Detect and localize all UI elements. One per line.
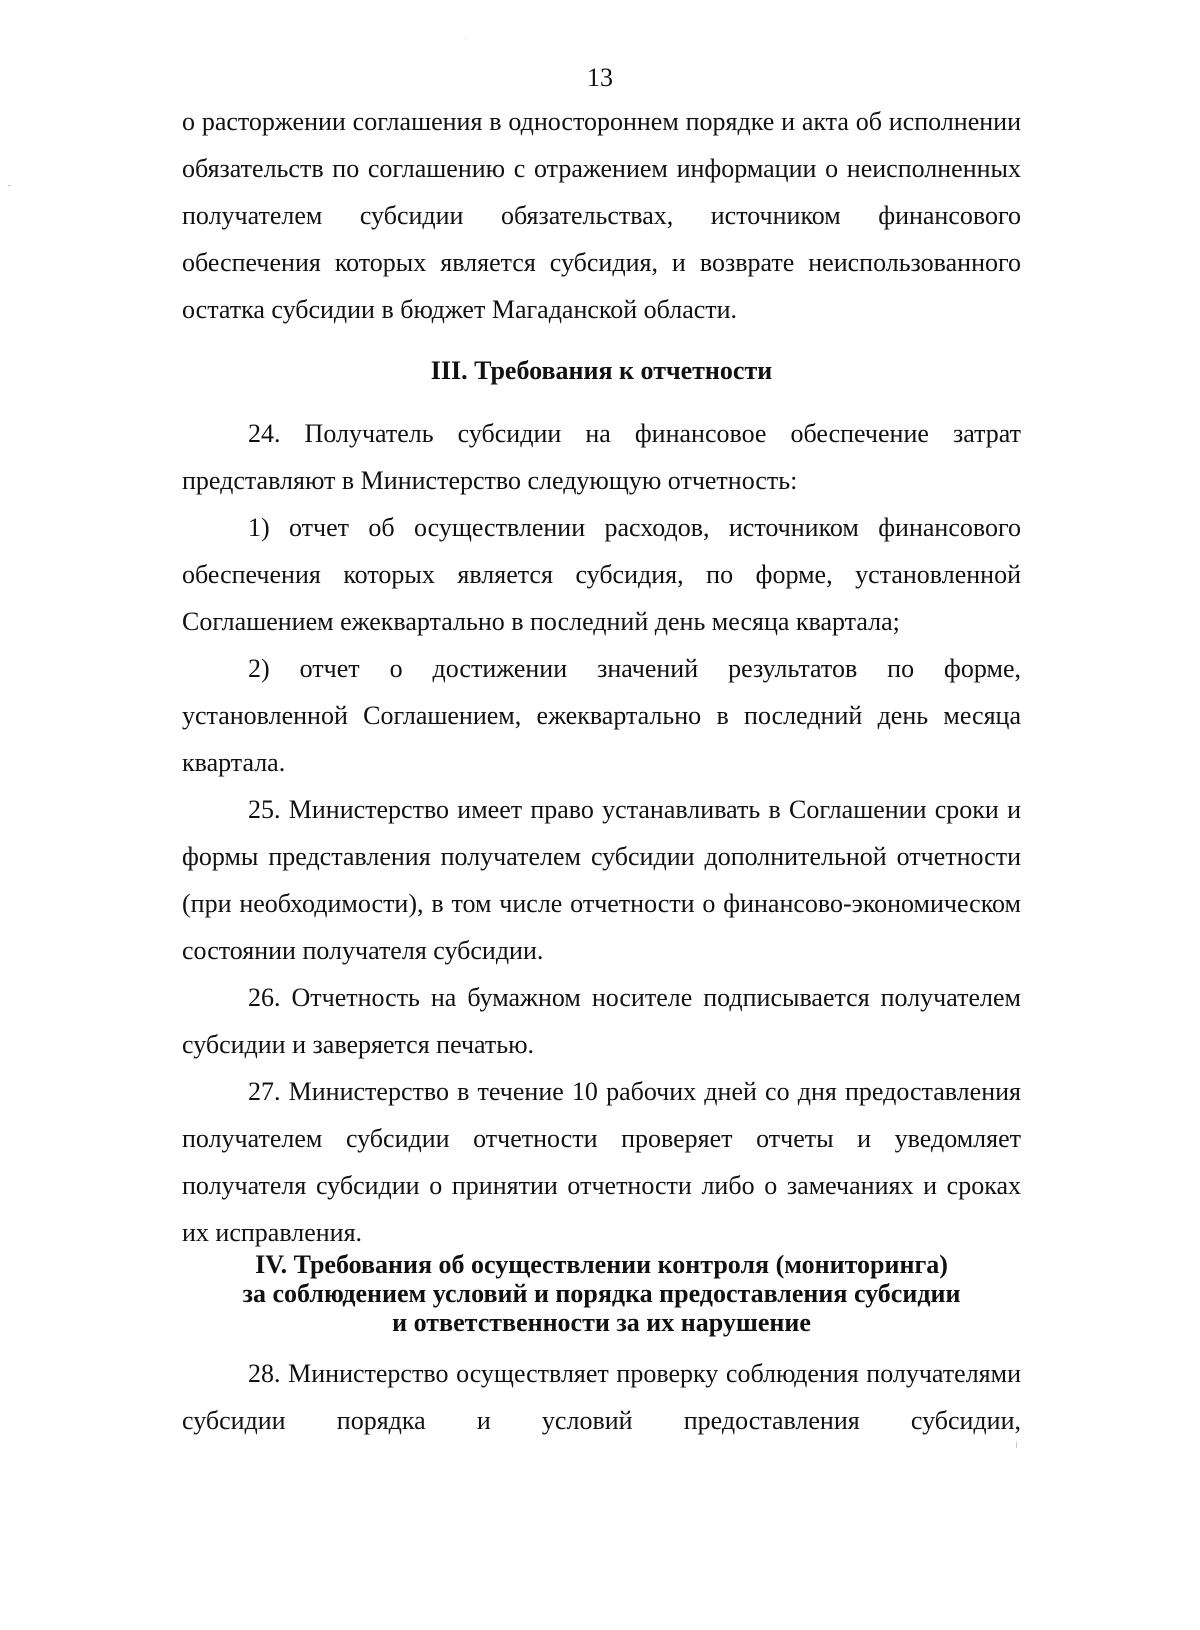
section-4-title-line-3: и ответственности за их нарушение bbox=[392, 1308, 811, 1337]
continuation-block bbox=[182, 98, 1021, 333]
paragraph-27: 27. Министерство в течение 10 рабочих дней со дня предоставления получателем субсидии отчетности проверяет отчеты и уведомляет получателя субсидии о принятии отчетности либо о замечаниях и сроках их исправления. bbox=[182, 1077, 1021, 1247]
section-4-body bbox=[182, 1350, 1021, 1444]
scan-speck bbox=[466, 38, 467, 39]
paragraph-24-item-2: 2) отчет о достижении значений результатов по форме, установленной Соглашением, ежеквартально в последний день месяца квартала. bbox=[182, 654, 1021, 777]
scan-speck bbox=[1016, 1442, 1017, 1448]
page-number: 13 bbox=[587, 63, 613, 92]
section-4-title bbox=[182, 1250, 1021, 1337]
paragraph-25: 25. Министерство имеет право устанавливать в Соглашении сроки и формы представления получателем субсидии дополнительной отчетности (при необходимости), в том числе отчетности о финансово-экономическом состоянии получателя субсидии. bbox=[182, 795, 1021, 965]
scan-speck bbox=[8, 185, 11, 186]
paragraph-28: 28. Министерство осуществляет проверку соблюдения получателями субсидии порядка и условий предоставления субсидии, bbox=[182, 1359, 1021, 1435]
paragraph-24-item-1: 1) отчет об осуществлении расходов, источником финансового обеспечения которых является субсидия, по форме, установленной Соглашением ежеквартально в последний день месяца квартала; bbox=[182, 513, 1021, 636]
section-3-body bbox=[182, 410, 1021, 1256]
section-4-title-line-1: IV. Требования об осуществлении контроля (мониторинга) bbox=[255, 1250, 948, 1279]
section-3-title: III. Требования к отчетности bbox=[430, 356, 773, 385]
continuation-paragraph: о расторжении соглашения в одностороннем порядке и акта об исполнении обязательств по соглашению с отражением информации о неисполненных получателем субсидии обязательствах, источником финансового обеспечения которых является субсидия, и возврате неиспользованного остатка субсидии в бюджет Магаданской области. bbox=[182, 107, 1021, 324]
paragraph-24: 24. Получатель субсидии на финансовое обеспечение затрат представляют в Министерство следующую отчетность: bbox=[182, 419, 1021, 495]
section-4-title-line-2: за соблюдением условий и порядка предоставления субсидии bbox=[242, 1279, 961, 1308]
paragraph-26: 26. Отчетность на бумажном носителе подписывается получателем субсидии и заверяется печатью. bbox=[182, 983, 1021, 1059]
